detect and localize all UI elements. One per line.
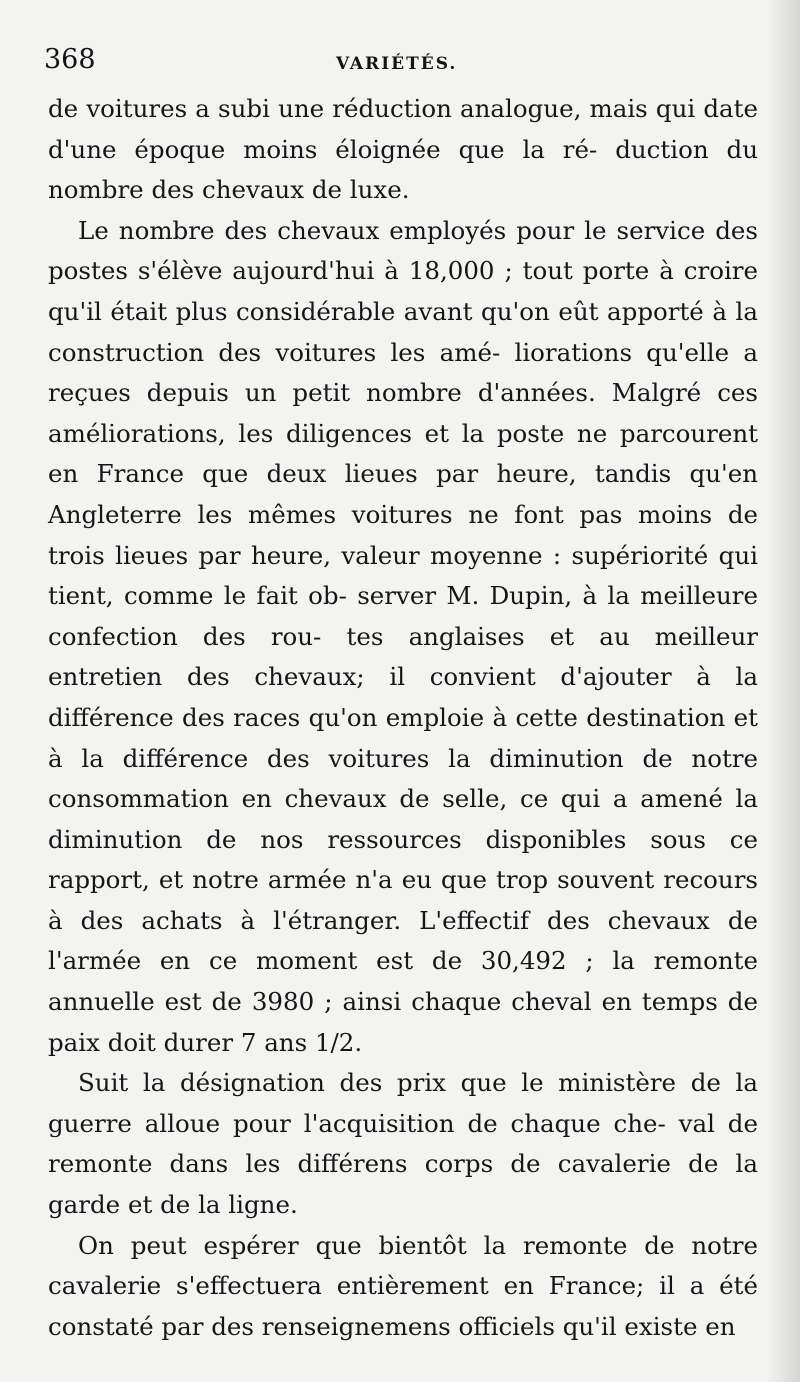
text-line: cavalerie s'effectuera entièrement en France; il a été — [48, 1271, 758, 1301]
text-line: voitures la diminution de notre consommation en — [48, 743, 758, 814]
text-line: eût apporté à la construction des voitures les amé- — [48, 296, 758, 367]
text-line: l'étranger. L'effectif des chevaux de l'armée en ce — [48, 905, 758, 976]
body-text — [48, 89, 758, 1347]
text-line: duction du nombre des chevaux de luxe. — [48, 134, 758, 205]
text-line: ne font pas moins de trois lieues par heure, valeur — [48, 499, 759, 570]
text-line: liorations qu'elle a reçues depuis un petit nombre — [48, 337, 759, 408]
text-line: val de remonte dans les différens corps de cavalerie — [48, 1108, 758, 1179]
text-line: nos ressources disponibles sous ce rapport, et notre — [48, 824, 758, 895]
spine-shadow — [766, 0, 800, 1382]
text-line: d'années. Malgré ces améliorations, les diligences et — [48, 378, 758, 448]
text-line: emploie à cette destination et à la différence des — [48, 702, 759, 773]
text-line: 3980 ; ainsi chaque cheval en temps de paix doit — [48, 987, 758, 1057]
text-line: chevaux de selle, ce qui a amené la diminution de — [48, 784, 758, 854]
text-line: Suit la désignation des prix que le ministère de — [78, 1068, 721, 1098]
text-line: qui date d'une époque moins éloignée que la ré- — [48, 94, 758, 164]
paragraph — [48, 89, 758, 211]
paragraph — [48, 211, 758, 1063]
text-line: la guerre alloue pour l'acquisition de chaque che- — [48, 1068, 758, 1138]
running-head: VARIÉTÉS. — [336, 54, 458, 74]
text-line: tes anglaises et au meilleur entretien des chevaux; — [48, 621, 758, 692]
text-line: de voitures a subi une réduction analogue, mais — [48, 94, 648, 123]
text-line: armée n'a eu que trop souvent recours à des achats à — [48, 865, 758, 935]
text-line: heure, tandis qu'en Angleterre les mêmes voitures — [48, 459, 758, 529]
paragraph — [48, 1226, 758, 1348]
text-line: moyenne : supériorité qui tient, comme le fait ob- — [48, 540, 758, 611]
page-number: 368 — [44, 44, 96, 75]
text-line: à croire qu'il était plus considérable avant qu'on — [48, 256, 758, 326]
text-line: durer 7 ans 1/2. — [163, 1027, 363, 1057]
text-line: constaté par des renseignemens officiels qu'il existe en — [48, 1311, 736, 1341]
text-line: de la garde et de la ligne. — [48, 1149, 758, 1220]
text-line: la poste ne parcourent en France que deux lieues par — [48, 418, 758, 489]
text-line: il convient d'ajouter à la différence des races qu'on — [48, 662, 758, 732]
text-line: On peut espérer que bientôt la remonte de notre — [78, 1230, 758, 1260]
text-line: moment est de 30,492 ; la remonte annuelle est de — [48, 946, 758, 1017]
page-header — [0, 40, 800, 80]
text-line: server M. Dupin, à la meilleure confection des rou- — [48, 581, 758, 651]
text-line: Le nombre des chevaux employés pour le service — [78, 215, 706, 245]
text-line: des postes s'élève aujourd'hui à 18,000 ; tout porte — [48, 215, 759, 286]
paragraph — [48, 1063, 758, 1225]
